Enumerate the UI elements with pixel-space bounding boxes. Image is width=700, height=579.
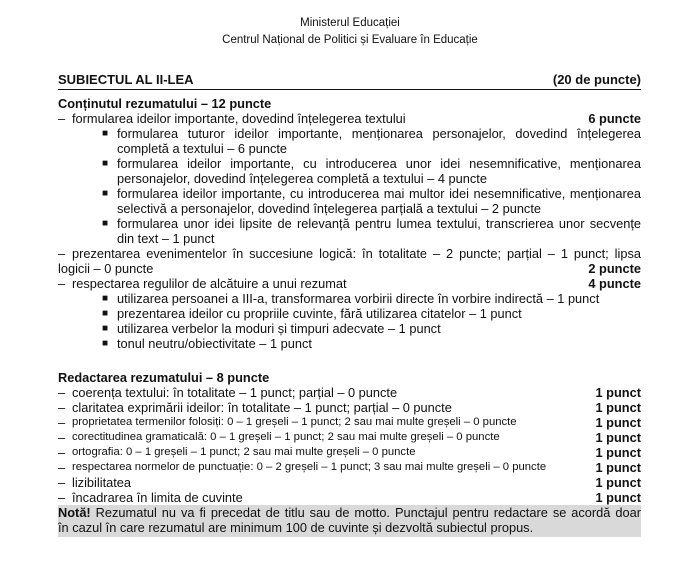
note-text [58, 505, 641, 520]
content-item-1 [58, 111, 641, 126]
subject-title: SUBIECTUL AL II-LEA [58, 72, 194, 87]
item-points: 1 punct [595, 490, 641, 505]
bullet-line-continued [58, 231, 641, 246]
content-heading: Conținutul rezumatului – 12 puncte [58, 96, 272, 111]
item-text: prezentarea evenimentelor în succesiune logică: în totalitate – 2 puncte; parțial – 1 punct; lipsa [72, 246, 641, 261]
bullet-icon: ■ [102, 323, 109, 334]
item-text: corectitudinea gramaticală: 0 – 1 greșeli – 1 punct; 2 sau mai multe greșeli – 0 puncte [72, 431, 500, 443]
dash-marker: – [58, 415, 66, 430]
bullet-text: completă a textului – 6 puncte [117, 141, 288, 156]
item-points: 1 punct [595, 475, 641, 490]
writing-item [58, 475, 641, 490]
bullet-icon: ■ [102, 128, 109, 139]
item-text: lizibilitatea [72, 475, 132, 490]
item-points: 2 puncte [588, 261, 641, 276]
writing-item [58, 415, 641, 430]
bullet-line [58, 126, 641, 141]
writing-item [58, 385, 641, 400]
subject-points: (20 de puncte) [552, 72, 641, 87]
bullet-line [58, 186, 641, 201]
center-name: Centrul Național de Politici și Evaluare în Educație [222, 34, 478, 46]
bullet-line [58, 306, 641, 321]
note-label: Notă! [58, 505, 91, 520]
bullet-line-continued [58, 201, 641, 216]
bullet-icon: ■ [102, 158, 109, 169]
note-text: în cazul în care rezumatul are minimum 100 de cuvinte și dezvoltă subiectul propus. [58, 520, 534, 535]
item-text: claritatea exprimării ideilor: în totalitate – 1 punct; parțial – 0 puncte [72, 400, 452, 415]
bullet-text: formularea ideilor importante, cu introducerea mai multor idei nesemnificative, menționarea [117, 186, 641, 201]
item-text: logicii – 0 puncte [58, 261, 154, 276]
writing-item [58, 460, 641, 475]
dash-marker: – [58, 445, 66, 460]
writing-item [58, 490, 641, 505]
item-text: încadrarea în limita de cuvinte [72, 490, 243, 505]
bullet-line [58, 321, 641, 336]
item-text: respectarea regulilor de alcătuire a unui rezumat [72, 276, 347, 291]
writing-item [58, 400, 641, 415]
note-line-continued [58, 520, 641, 535]
bullet-icon: ■ [102, 218, 109, 229]
dash-marker: – [58, 490, 66, 505]
writing-item [58, 445, 641, 460]
item-text: respectarea normelor de punctuație: 0 – 2 greșeli – 1 punct; 3 sau mai multe greșeli – 0 puncte [72, 461, 547, 473]
dash-marker: – [58, 475, 66, 490]
dash-marker: – [58, 460, 66, 475]
writing-heading: Redactarea rezumatului – 8 puncte [58, 370, 270, 385]
bullet-text: tonul neutru/obiectivitate – 1 punct [117, 336, 312, 351]
bullet-text: personajelor, dovedind înțelegerea completă a textului – 4 puncte [117, 171, 487, 186]
dash-marker: – [58, 430, 66, 445]
bullet-text: selectivă a personajelor, dovedind înțelegerea parțială a textului – 2 puncte [117, 201, 542, 216]
dash-marker: – [58, 111, 66, 126]
bullet-icon: ■ [102, 293, 109, 304]
item-text: proprietatea termenilor folosiți: 0 – 1 greșeli – 1 punct; 2 sau mai multe greșeli – 0 puncte [72, 416, 517, 428]
dash-marker: – [58, 246, 66, 261]
bullet-icon: ■ [102, 338, 109, 349]
note-text-part: Rezumatul nu va fi precedat de titlu sau de motto. Punctajul pentru redactare se acordă doar [90, 505, 641, 520]
bullet-text: formularea unor idei lipsite de relevanță pentru lumea textului, transcrierea unor secvențe [117, 216, 641, 231]
dash-marker: – [58, 276, 66, 291]
item-text: ortografia: 0 – 1 greșeli – 1 punct; 2 sau mai multe greșeli – 0 puncte [72, 446, 416, 458]
bullet-text: formularea ideilor importante, cu introducerea unor idei nesemnificative, menționarea [117, 156, 641, 171]
writing-item [58, 430, 641, 445]
dash-marker: – [58, 400, 66, 415]
bullet-text: utilizarea verbelor la moduri și timpuri adecvate – 1 punct [117, 321, 441, 336]
content-item-3 [58, 276, 641, 291]
item-points: 1 punct [595, 385, 641, 400]
ministry-name: Ministerul Educației [300, 17, 400, 29]
bullet-line [58, 216, 641, 231]
item-text: coerența textului: în totalitate – 1 punct; parțial – 0 puncte [72, 385, 398, 400]
content-item-2-continued [58, 261, 641, 276]
item-points: 4 puncte [588, 276, 641, 291]
bullet-line-continued [58, 141, 641, 156]
note-line [58, 505, 641, 520]
content-item-2 [58, 246, 641, 261]
bullet-text: formularea tuturor ideilor importante, menționarea personajelor, dovedind înțelegerea [117, 126, 641, 141]
item-points: 1 punct [595, 430, 641, 445]
bullet-icon: ■ [102, 188, 109, 199]
bullet-text: prezentarea ideilor cu propriile cuvinte, fără utilizarea citatelor – 1 punct [117, 306, 522, 321]
item-points: 1 punct [595, 460, 641, 475]
bullet-text: din text – 1 punct [117, 231, 215, 246]
bullet-line [58, 291, 641, 306]
bullet-icon: ■ [102, 308, 109, 319]
subject-title-row [58, 72, 641, 90]
item-text: formularea ideilor importante, dovedind înțelegerea textului [72, 111, 406, 126]
dash-marker: – [58, 385, 66, 400]
item-points: 1 punct [595, 415, 641, 430]
bullet-line [58, 156, 641, 171]
bullet-text: utilizarea persoanei a III-a, transformarea vorbirii directe în vorbire indirectă – 1 punct [117, 291, 600, 306]
bullet-line [58, 336, 641, 351]
bullet-line-continued [58, 171, 641, 186]
item-points: 1 punct [595, 445, 641, 460]
item-points: 6 puncte [588, 111, 641, 126]
item-points: 1 punct [595, 400, 641, 415]
